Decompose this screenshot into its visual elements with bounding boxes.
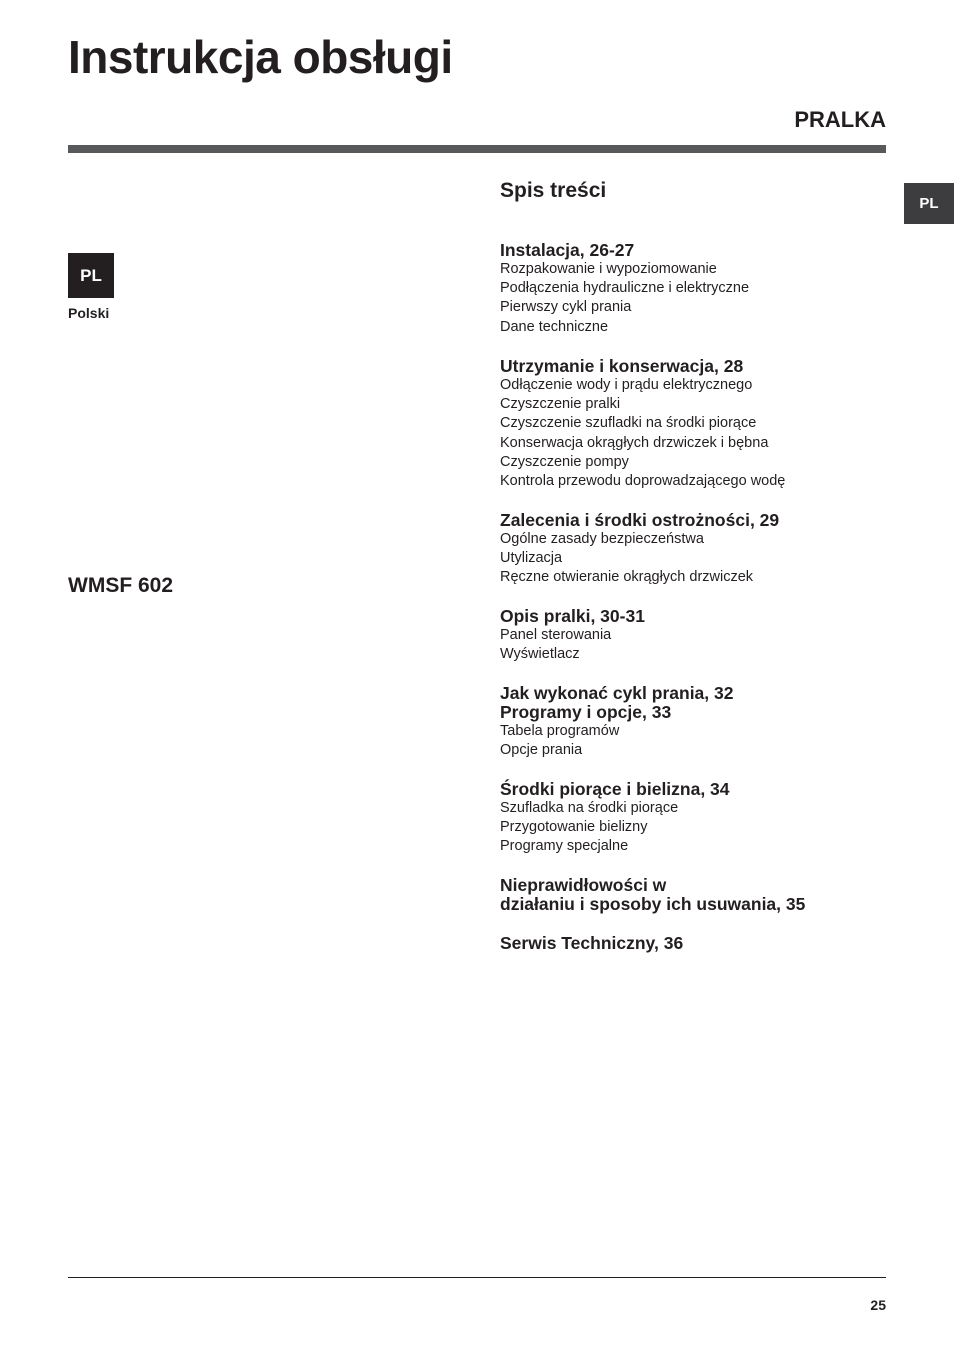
toc-item: Kontrola przewodu doprowadzającego wodę [500, 473, 786, 490]
toc-section-detergents [500, 780, 730, 857]
language-side-tab: PL [904, 183, 954, 224]
toc-item: Odłączenie wody i prądu elektrycznego [500, 377, 753, 393]
toc-title: Spis treści [500, 179, 607, 202]
toc-heading: Jak wykonać cykl prania, 32 [500, 683, 734, 703]
model-name: WMSF 602 [68, 574, 174, 597]
toc-heading: Środki piorące i bielizna, 34 [500, 779, 730, 799]
toc-section-service [500, 934, 683, 953]
toc-item: Szufladka na środki piorące [500, 800, 679, 816]
toc-item: Programy specjalne [500, 838, 629, 855]
toc-item: Dane techniczne [500, 318, 609, 335]
language-name: Polski [68, 305, 110, 321]
toc-section-description [500, 607, 645, 664]
toc-item: Tabela programów [500, 723, 620, 739]
toc-section-troubleshooting [500, 876, 805, 914]
footer-divider [68, 1277, 886, 1278]
toc-item: Czyszczenie szufladki na środki piorące [500, 415, 757, 432]
toc-item: Opcje prania [500, 742, 583, 759]
toc-heading: Serwis Techniczny, 36 [500, 933, 684, 953]
toc-item: Wyświetlacz [500, 646, 580, 663]
toc-heading: działaniu i sposoby ich usuwania, 35 [500, 894, 806, 914]
document-title: Instrukcja obsługi [68, 31, 453, 83]
toc-heading: Opis pralki, 30-31 [500, 606, 645, 626]
toc-heading: Utrzymanie i konserwacja, 28 [500, 356, 744, 376]
toc-item: Podłączenia hydrauliczne i elektryczne [500, 280, 750, 297]
header-divider [68, 145, 886, 153]
toc-item: Czyszczenie pralki [500, 396, 621, 413]
toc-item: Rozpakowanie i wypoziomowanie [500, 261, 717, 277]
toc-heading: Zalecenia i środki ostrożności, 29 [500, 510, 780, 530]
toc-heading: Programy i opcje, 33 [500, 702, 672, 722]
toc-section-maintenance [500, 357, 785, 491]
language-code-badge: PL [68, 253, 114, 298]
product-label: PRALKA [794, 107, 886, 132]
toc-section-safety [500, 511, 779, 588]
toc-item: Ogólne zasady bezpieczeństwa [500, 531, 704, 547]
toc-item: Przygotowanie bielizny [500, 819, 648, 836]
toc-heading: Nieprawidłowości w [500, 875, 667, 895]
toc-section-wash-cycle [500, 684, 733, 760]
toc-section-installation [500, 241, 749, 337]
toc-item: Utylizacja [500, 550, 563, 567]
toc-item: Czyszczenie pompy [500, 453, 629, 470]
page-number: 25 [870, 1297, 886, 1313]
toc-heading: Instalacja, 26-27 [500, 240, 635, 260]
toc-item: Panel sterowania [500, 627, 612, 643]
toc-item: Ręczne otwieranie okrągłych drzwiczek [500, 569, 754, 586]
toc-item: Pierwszy cykl prania [500, 299, 632, 316]
toc-item: Konserwacja okrągłych drzwiczek i bębna [500, 434, 769, 451]
